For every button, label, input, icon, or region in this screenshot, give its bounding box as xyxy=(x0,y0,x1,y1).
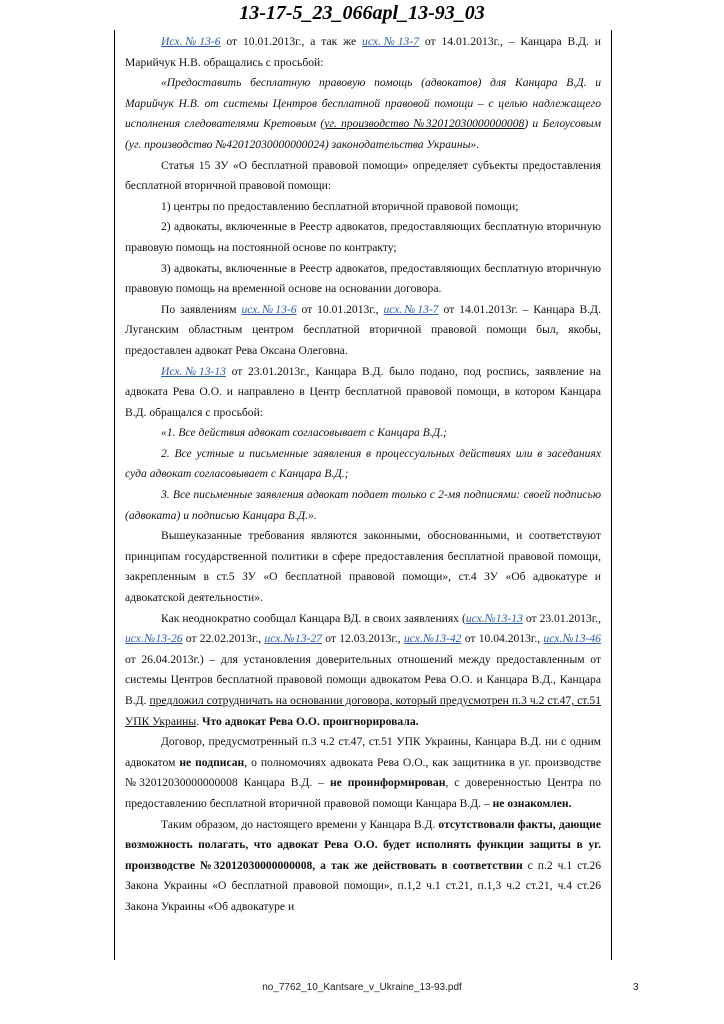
text-run: от 10.01.2013г., xyxy=(296,302,384,316)
text-run: от 23.01.2013г., xyxy=(522,611,601,625)
text-run: Договор, предусмотренный п.3 ч.2 ст.47, ст.51 УПК Украины, Канцара В.Д. ни с одним адвокатом xyxy=(125,735,601,769)
paragraph-requirements: Вышеуказанные требования являются законными, обоснованными, и соответствуют принципам государственной политики в сфере предоставления бесплатной правовой помощи, закрепленным в ст.5 ЗУ «О бесплатной правовой помощи», ст.4 ЗУ «Об адвокатуре и адвокатской деятельности». xyxy=(125,529,601,605)
text-run: Таким образом, до настоящего времени у Канцара В.Д. xyxy=(161,817,439,831)
page-number: 3 xyxy=(633,982,639,993)
bold-text: не подписан xyxy=(179,755,245,769)
text-run: , о полномочиях адвоката Рева О.О., как защитника в уг. производстве №32012030000000008 Канцара В.Д. – xyxy=(125,755,602,790)
bold-text: не проинформирован xyxy=(329,776,446,790)
doc-link[interactable]: исх.№13-7 xyxy=(362,35,419,48)
doc-link[interactable]: исх.№13-6 xyxy=(241,302,297,316)
doc-link[interactable]: Исх.№13-13 xyxy=(161,364,226,378)
paragraph-article-15: Статья 15 ЗУ «О бесплатной правовой помощи» определяет субъекты предоставления бесплатной вторичной правовой помощи: xyxy=(125,158,601,193)
text-run: от 14.01.2013г. – Канцара В.Д. Луганским областным центром бесплатной вторичной правовой помощи был, якобы, предоставлен адвокат Рева Оксана Олеговна. xyxy=(125,302,601,357)
list-item: 3) адвокаты, включенные в Реестр адвокатов, предоставляющих бесплатную вторичную правовую помощь на временной основе на основании договора. xyxy=(125,261,601,296)
quote-item: 3. Все письменные заявления адвокат подает только с 2-мя подписями: своей подписью (адвоката) и подписью Канцара В.Д.». xyxy=(125,488,601,522)
page-frame xyxy=(114,30,612,960)
text-run: «Предоставить бесплатную правовую помощь (адвокатов) для Канцара В.Д. и Марийчук Н.В. от системы Центров бесплатной правовой помощи – с целью надлежащего исполнения следователями Кретовым ( xyxy=(125,76,601,131)
quote-item: «1. Все действия адвокат согласовывает с Канцара В.Д.; xyxy=(161,426,447,440)
bold-text: отсутствовали факты, дающие возможность полагать, что адвокат Рева О.О. будет исполнять функции защиты в уг. производстве №32012030000000008, а так же действовать в соответствии xyxy=(125,817,601,872)
doc-link[interactable]: Исх.№13-6 xyxy=(161,35,221,48)
bold-text: не ознакомлен. xyxy=(492,796,572,810)
text-run: от 10.01.2013г., а так же xyxy=(220,35,363,48)
doc-link[interactable]: исх.№13-42 xyxy=(403,632,462,646)
text-run: от 22.02.2013г., xyxy=(182,632,265,646)
text-run: с п.2 ч.1 ст.26 Закона Украины «О бесплатной правовой помощи», п.1,2 ч.1 ст.21, п.1,3 ч.2 ст.21, ч.4 ст.26 Закона Украины «Об адвокатуре и xyxy=(125,858,601,913)
text-run: от 26.04.2013г.) – для установления доверительных отношений между предоставленным от системы Центров бесплатной правовой помощи адвокатом Рева О.О. и Канцара В.Д., Канцара В.Д. xyxy=(125,652,601,707)
text-run: , с доверенностью Центра по предоставлению бесплатной вторичной правовой помощи Канцара В.Д. – xyxy=(125,776,601,810)
paragraph-statement xyxy=(125,362,601,424)
text-run: от 12.03.2013г., xyxy=(322,632,404,646)
paragraph-requests xyxy=(125,32,601,73)
text-run: от 10.04.2013г., xyxy=(461,632,544,646)
document-title: 13-17-5_23_066apl_13-93_03 xyxy=(239,2,485,24)
text-run: Как неоднократно сообщал Канцара ВД. в своих заявлениях ( xyxy=(161,611,466,625)
paragraph-lawyer-assigned xyxy=(125,300,601,362)
bold-text: Что адвокат Рева О.О. проигнорировала. xyxy=(201,714,419,728)
doc-link[interactable]: исх.№13-46 xyxy=(543,632,601,646)
paragraph-quote-request xyxy=(125,73,601,155)
doc-link[interactable]: исх.№13-26 xyxy=(125,632,183,646)
doc-link[interactable]: исх.№13-27 xyxy=(264,632,323,646)
text-run: от 23.01.2013г., Канцара В.Д. было подано, под роспись, заявление на адвоката Рева О.О. и направлено в Центр бесплатной правовой помощи, в котором Канцара В.Д. обращался с просьбой: xyxy=(125,364,601,419)
text-run: от 14.01.2013г., – Канцара В.Д. и Марийчук Н.В. обращались с просьбой: xyxy=(125,35,602,69)
underlined-text: предложил сотрудничать на основании договора, который предусмотрен п.3 ч.2 ст.47, ст.51 УПК Украины xyxy=(125,694,601,728)
text-run: ) и Белоусовым (уг. производство №42012030000000024) законодательства Украины». xyxy=(125,117,601,151)
paragraph-contract xyxy=(125,732,601,814)
footer-filename: no_7762_10_Kantsare_v_Ukraine_13-93.pdf xyxy=(262,982,462,993)
paragraph-conclusion xyxy=(125,815,601,918)
list-item: 1) центры по предоставлению бесплатной вторичной правовой помощи; xyxy=(161,199,519,213)
doc-link[interactable]: исх.№13-13 xyxy=(465,611,523,625)
document-body xyxy=(115,30,611,918)
paragraph-repeated-reports xyxy=(125,609,601,733)
text-run: . xyxy=(196,714,202,728)
doc-link[interactable]: исх.№13-7 xyxy=(383,302,439,316)
list-item: 2) адвокаты, включенные в Реестр адвокатов, предоставляющих бесплатную вторичную правовую помощь на постоянной основе по контракту; xyxy=(125,220,601,254)
text-run: По заявлениям xyxy=(161,302,242,316)
underlined-text: уг. производство №32012030000000008 xyxy=(324,117,525,131)
quote-item: 2. Все устные и письменные заявления в процессуальных действиях или в заседаниях суда адвокат согласовывает с Канцара В.Д.; xyxy=(125,446,601,481)
